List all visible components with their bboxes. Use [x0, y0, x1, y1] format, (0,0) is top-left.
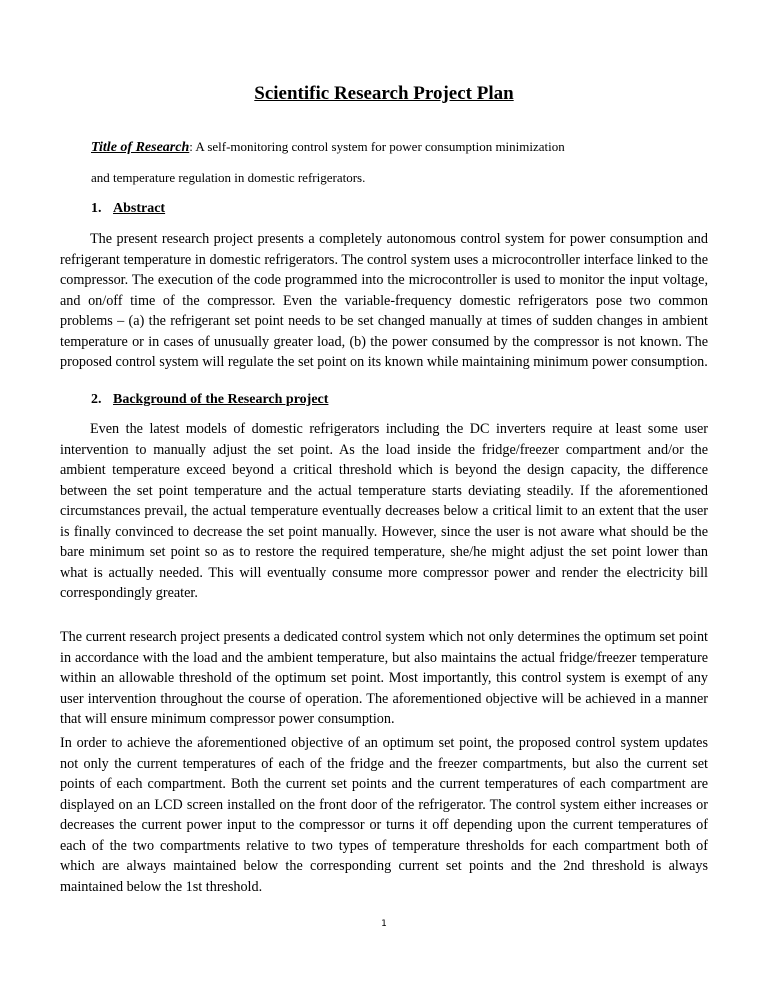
background-paragraph-3: In order to achieve the aforementioned objective of an optimum set point, the proposed control system updates not only the current temperatures of each of the fridge and the freezer compartments, but also the current set points of each compartment. Both the current set points and the current temperatures of each compartment are displayed on an LCD screen installed on the front door of the refrigerator. The control system either increases or decreases the current power input to the compressor or turns it off depending upon the current temperatures of each of the two compartments relative to two types of temperature thresholds for each compartment both of which are always maintained below the corresponding current set points and the 2nd threshold is always maintained below the 1st threshold. [60, 735, 708, 895]
section-heading-background [91, 392, 328, 408]
section-heading-text: Abstract [113, 201, 166, 216]
section-number: 2. [91, 392, 102, 407]
document-title: Scientific Research Project Plan [254, 83, 514, 104]
research-title-label: Title of Research [91, 140, 190, 155]
background-paragraph-1: Even the latest models of domestic refrigerators including the DC inverters require at least some user intervention to manually adjust the set point. As the load inside the fridge/freezer compartment and/or the ambient temperature exceed beyond a critical threshold which is beyond the design capacity, the difference between the set point temperature and the actual temperature starts deviating steadily. If the aforementioned circumstances prevail, the actual temperature eventually decreases below a critical limit to an extent that the user is finally convinced to decrease the set point manually. However, since the user is not aware what should be the bare minimum set point so as to restore the required temperature, she/he might adjust the set point lower than what is actually needed. This will eventually consume more compressor power and render the electricity bill correspondingly greater. [60, 421, 708, 601]
abstract-paragraph: The present research project presents a completely autonomous control system for power consumption and refrigerant temperature in domestic refrigerators. The control system uses a microcontroller interface linked to the compressor. The execution of the code programmed into the microcontroller is used to monitor the input voltage, and on/off time of the compressor. Even the variable-frequency domestic refrigerators pose two common problems – (a) the refrigerant set point needs to be set changed manually at times of sudden changes in ambient temperature or in cases of unusually greater load, (b) the power consumed by the compressor is not known. The proposed control system will regulate the set point on its known while maintaining minimum power consumption. [60, 231, 708, 370]
research-title-colon: : [189, 139, 196, 154]
research-title-text: A self-monitoring control system for power consumption minimization [195, 139, 565, 154]
section-heading-abstract [91, 201, 165, 217]
research-title-line-1 [91, 139, 565, 156]
section-number: 1. [91, 201, 102, 216]
background-paragraph-2: The current research project presents a dedicated control system which not only determines the optimum set point in accordance with the load and the ambient temperature, but also maintains the actual fridge/freezer temperature within an allowable threshold of the optimum set point. Most importantly, this control system is exempt of any user intervention throughout the course of operation. The aforementioned objective will be achieved in a manner that will ensure minimum compressor power consumption. [60, 629, 708, 727]
research-title-line-2: and temperature regulation in domestic refrigerators. [91, 170, 366, 185]
section-heading-text: Background of the Research project [113, 392, 329, 407]
page-number: 1 [381, 919, 387, 929]
